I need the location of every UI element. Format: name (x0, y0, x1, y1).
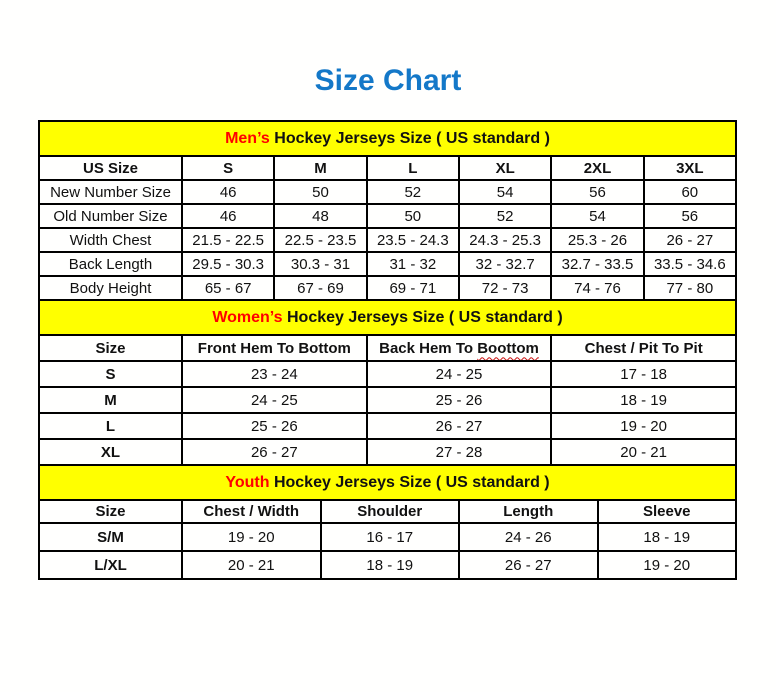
column-header: M (274, 156, 366, 180)
size-value: 18 - 19 (321, 551, 460, 579)
column-header: Back Hem To Boottom (367, 335, 552, 361)
size-value: 30.3 - 31 (274, 252, 366, 276)
size-value: 48 (274, 204, 366, 228)
size-value: 52 (367, 180, 459, 204)
row-label: New Number Size (39, 180, 182, 204)
size-value: 46 (182, 204, 274, 228)
size-value: 33.5 - 34.6 (644, 252, 736, 276)
mens-table-row (39, 276, 736, 300)
womens-table-row (39, 361, 736, 387)
row-label: L/XL (39, 551, 182, 579)
size-value: 17 - 18 (551, 361, 736, 387)
column-header: Size (39, 335, 182, 361)
size-value: 22.5 - 23.5 (274, 228, 366, 252)
size-value: 74 - 76 (551, 276, 643, 300)
column-header: Front Hem To Bottom (182, 335, 367, 361)
size-value: 23 - 24 (182, 361, 367, 387)
size-value: 20 - 21 (182, 551, 321, 579)
column-header: Shoulder (321, 500, 460, 523)
size-value: 26 - 27 (367, 413, 552, 439)
mens-table-row (39, 252, 736, 276)
size-value: 60 (644, 180, 736, 204)
size-value: 32 - 32.7 (459, 252, 551, 276)
size-value: 24 - 26 (459, 523, 598, 551)
row-label: Old Number Size (39, 204, 182, 228)
youth-header-row (39, 500, 736, 523)
womens-size-table (38, 299, 737, 466)
mens-section-band (39, 121, 736, 156)
size-value: 21.5 - 22.5 (182, 228, 274, 252)
size-value: 72 - 73 (459, 276, 551, 300)
size-value: 23.5 - 24.3 (367, 228, 459, 252)
heading-text: Hockey Jerseys Size ( US standard ) (282, 308, 563, 326)
row-label: Body Height (39, 276, 182, 300)
size-value: 65 - 67 (182, 276, 274, 300)
column-header: L (367, 156, 459, 180)
size-value: 77 - 80 (644, 276, 736, 300)
size-value: 18 - 19 (551, 387, 736, 413)
size-value: 20 - 21 (551, 439, 736, 465)
size-value: 19 - 20 (182, 523, 321, 551)
womens-table-row (39, 387, 736, 413)
youth-table-row (39, 523, 736, 551)
row-label: Back Length (39, 252, 182, 276)
size-value: 67 - 69 (274, 276, 366, 300)
column-header: S (182, 156, 274, 180)
size-tables (38, 120, 737, 580)
mens-table-row (39, 228, 736, 252)
womens-table-row (39, 413, 736, 439)
heading-text: Hockey Jerseys Size ( US standard ) (269, 473, 550, 491)
column-header: 3XL (644, 156, 736, 180)
size-value: 29.5 - 30.3 (182, 252, 274, 276)
size-value: 46 (182, 180, 274, 204)
size-value: 54 (459, 180, 551, 204)
size-value: 25 - 26 (367, 387, 552, 413)
column-header: Chest / Pit To Pit (551, 335, 736, 361)
size-value: 56 (551, 180, 643, 204)
size-value: 19 - 20 (598, 551, 737, 579)
heading-highlight: Youth (225, 473, 270, 491)
size-value: 25.3 - 26 (551, 228, 643, 252)
womens-header-row (39, 335, 736, 361)
size-value: 26 - 27 (644, 228, 736, 252)
heading-text: Hockey Jerseys Size ( US standard ) (269, 129, 550, 147)
mens-section-heading (39, 121, 736, 156)
row-label: L (39, 413, 182, 439)
size-value: 54 (551, 204, 643, 228)
size-value: 16 - 17 (321, 523, 460, 551)
size-value: 24 - 25 (182, 387, 367, 413)
size-value: 25 - 26 (182, 413, 367, 439)
row-label: Width Chest (39, 228, 182, 252)
size-value: 18 - 19 (598, 523, 737, 551)
womens-section-heading (39, 300, 736, 335)
womens-table-row (39, 439, 736, 465)
mens-table-row (39, 204, 736, 228)
column-header: Sleeve (598, 500, 737, 523)
mens-size-table (38, 120, 737, 301)
column-header: Length (459, 500, 598, 523)
size-value: 56 (644, 204, 736, 228)
column-header: XL (459, 156, 551, 180)
size-value: 19 - 20 (551, 413, 736, 439)
misspelled-word: Boottom (477, 339, 539, 357)
column-header: 2XL (551, 156, 643, 180)
size-value: 26 - 27 (182, 439, 367, 465)
page-title: Size Chart (314, 64, 462, 97)
size-value: 32.7 - 33.5 (551, 252, 643, 276)
youth-section-heading (39, 465, 736, 500)
size-value: 24.3 - 25.3 (459, 228, 551, 252)
size-value: 26 - 27 (459, 551, 598, 579)
youth-size-table (38, 464, 737, 580)
womens-section-band (39, 300, 736, 335)
size-value: 50 (367, 204, 459, 228)
size-value: 69 - 71 (367, 276, 459, 300)
column-header: Size (39, 500, 182, 523)
size-value: 31 - 32 (367, 252, 459, 276)
heading-highlight: Women’s (212, 308, 283, 326)
size-value: 27 - 28 (367, 439, 552, 465)
mens-header-row (39, 156, 736, 180)
column-header: Chest / Width (182, 500, 321, 523)
row-label: S/M (39, 523, 182, 551)
row-label: M (39, 387, 182, 413)
size-value: 24 - 25 (367, 361, 552, 387)
mens-table-row (39, 180, 736, 204)
row-label: S (39, 361, 182, 387)
youth-section-band (39, 465, 736, 500)
size-value: 52 (459, 204, 551, 228)
column-header: US Size (39, 156, 182, 180)
size-value: 50 (274, 180, 366, 204)
youth-table-row (39, 551, 736, 579)
heading-highlight: Men’s (225, 129, 270, 147)
row-label: XL (39, 439, 182, 465)
